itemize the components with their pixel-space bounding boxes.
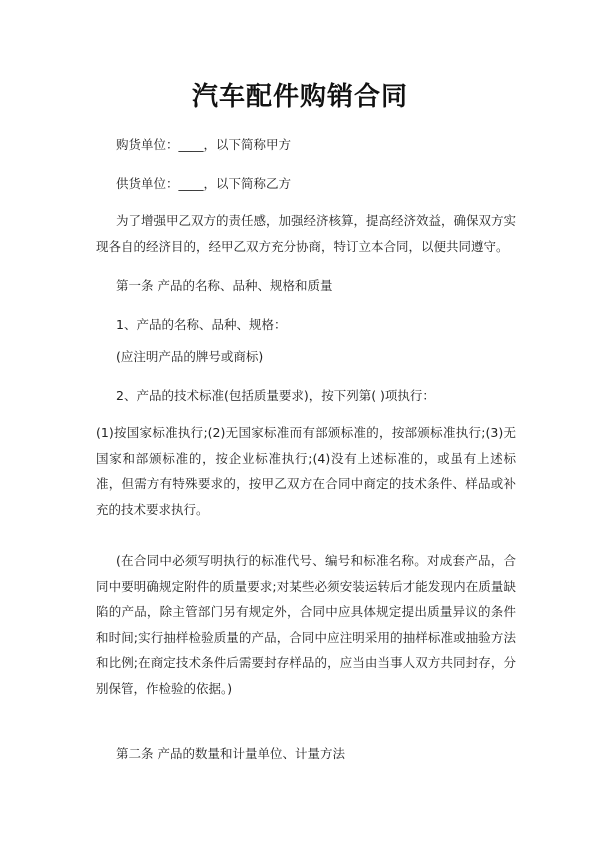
seller-line: 供货单位：____，以下简称乙方	[116, 176, 292, 191]
note-paragraph: (在合同中必须写明执行的标准代号、编号和标准名称。对成套产品，合同中要明确规定附件的质量要求;对某些必须安装运转后才能发现内在质量缺陷的产品，除主管部门另有规定外，合同中应具体规定提出质量异议的条件和时间;实行抽样检验质量的产品，合同中应注明采用的抽样标准或抽验方法和比例;在商定技术条件后需要封存样品的，应当由当事人双方共同封存，分别保管，作检验的依据。)	[96, 553, 516, 696]
buyer-line: 购货单位：____，以下简称甲方	[116, 137, 292, 152]
article-1-item-2: 2、产品的技术标准(包括质量要求)，按下列第( )项执行：	[116, 388, 435, 403]
article-2-heading: 第二条 产品的数量和计量单位、计量方法	[116, 746, 345, 761]
intro-paragraph: 为了增强甲乙双方的责任感，加强经济核算，提高经济效益，确保双方实现各自的经济目的，经甲乙双方充分协商，特订立本合同，以便共同遵守。	[96, 213, 517, 254]
standards-paragraph: (1)按国家标准执行;(2)无国家标准而有部颁标准的，按部颁标准执行;(3)无国家和部颁标准的，按企业标准执行;(4)没有上述标准的，或虽有上述标准，但需方有特殊要求的，按甲乙双方在合同中商定的技术条件、样品或补充的技术要求执行。	[96, 425, 516, 518]
article-1-item-1: 1、产品的名称、品种、规格：	[116, 317, 287, 332]
article-1-item-1-note: (应注明产品的牌号或商标)	[116, 349, 264, 364]
article-1-heading: 第一条 产品的名称、品种、规格和质量	[116, 278, 333, 293]
document-title: 汽车配件购销合同	[191, 82, 408, 112]
